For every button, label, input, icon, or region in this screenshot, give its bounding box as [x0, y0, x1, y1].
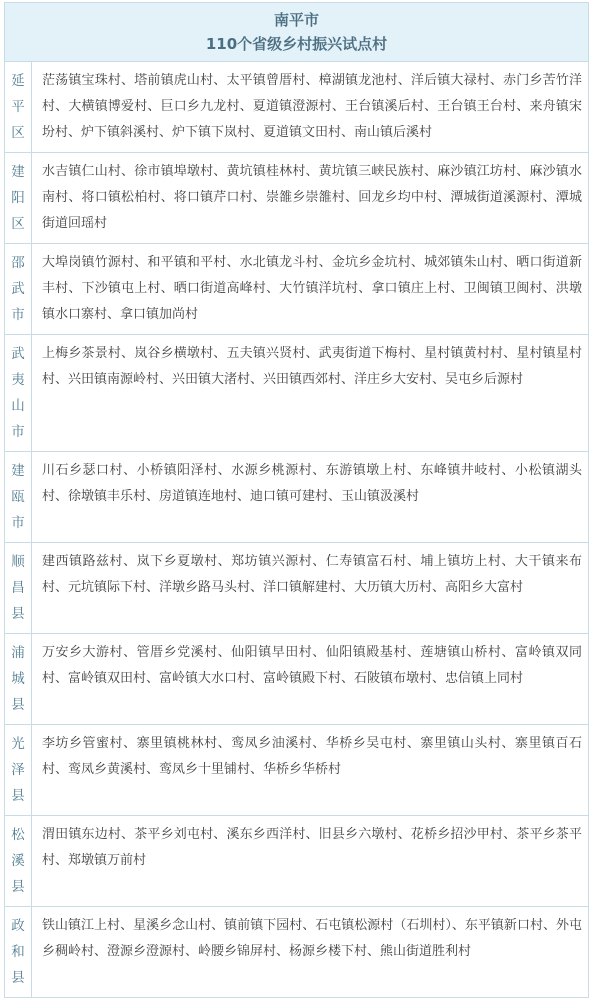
district-cell: 松溪县 [5, 816, 32, 907]
table-row [5, 725, 589, 816]
table-row [5, 452, 589, 543]
district-cell: 邵武市 [5, 244, 32, 335]
villages-cell: 建西镇路兹村、岚下乡夏墩村、郑坊镇兴源村、仁寿镇富石村、埔上镇坊上村、大干镇来布村、元坑镇际下村、洋墩乡路马头村、洋口镇解建村、大历镇大历村、高阳乡大富村 [32, 543, 589, 634]
villages-cell: 茫荡镇宝珠村、塔前镇虎山村、太平镇曾厝村、樟湖镇龙池村、洋后镇大禄村、赤门乡苦竹洋村、大横镇博爱村、巨口乡九龙村、夏道镇澄源村、王台镇溪后村、王台镇王台村、来舟镇宋坋村、炉下镇斜溪村、炉下镇下岚村、夏道镇文田村、南山镇后溪村 [32, 62, 589, 153]
district-cell: 浦城县 [5, 634, 32, 725]
villages-cell: 川石乡瑟口村、小桥镇阳泽村、水源乡桃源村、东游镇墩上村、东峰镇井岐村、小松镇湖头村、徐墩镇丰乐村、房道镇连地村、迪口镇可建村、玉山镇汲溪村 [32, 452, 589, 543]
villages-cell: 铁山镇江上村、星溪乡念山村、镇前镇下园村、石屯镇松源村（石圳村）、东平镇新口村、外屯乡稠岭村、澄源乡澄源村、岭腰乡锦屏村、杨源乡楼下村、熊山街道胜利村 [32, 907, 589, 998]
table-row [5, 907, 589, 998]
pilot-village-table [4, 2, 589, 998]
villages-cell: 上梅乡茶景村、岚谷乡横墩村、五夫镇兴贤村、武夷街道下梅村、星村镇黄村村、星村镇星村村、兴田镇南源岭村、兴田镇大渚村、兴田镇西郊村、洋庄乡大安村、吴屯乡后源村 [32, 335, 589, 452]
table-row [5, 153, 589, 244]
villages-cell: 大埠岗镇竹源村、和平镇和平村、水北镇龙斗村、金坑乡金坑村、城郊镇朱山村、晒口街道新丰村、下沙镇屯上村、晒口街道高峰村、大竹镇洋坑村、拿口镇庄上村、卫闽镇卫闽村、洪墩镇水口寨村、拿口镇加尚村 [32, 244, 589, 335]
district-cell: 建阳区 [5, 153, 32, 244]
table-row [5, 816, 589, 907]
district-cell: 延平区 [5, 62, 32, 153]
district-cell: 武夷山市 [5, 335, 32, 452]
district-cell: 顺昌县 [5, 543, 32, 634]
table-header-row [5, 3, 589, 62]
district-cell: 建瓯市 [5, 452, 32, 543]
district-cell: 光泽县 [5, 725, 32, 816]
table-row [5, 62, 589, 153]
villages-cell: 李坊乡管蜜村、寨里镇桃林村、鸾凤乡油溪村、华桥乡吴屯村、寨里镇山头村、寨里镇百石村、鸾凤乡黄溪村、鸾凤乡十里铺村、华桥乡华桥村 [32, 725, 589, 816]
villages-cell: 水吉镇仁山村、徐市镇埠墩村、黄坑镇桂林村、黄坑镇三峡民族村、麻沙镇江坊村、麻沙镇水南村、将口镇松柏村、将口镇芹口村、崇雒乡崇雒村、回龙乡均中村、潭城街道溪源村、潭城街道回瑶村 [32, 153, 589, 244]
table-header [5, 3, 589, 62]
district-cell: 政和县 [5, 907, 32, 998]
table-subtitle: 110个省级乡村振兴试点村 [205, 35, 388, 53]
table-row [5, 634, 589, 725]
villages-cell: 万安乡大游村、管厝乡党溪村、仙阳镇早田村、仙阳镇殿基村、莲塘镇山桥村、富岭镇双同村、富岭镇双田村、富岭镇大水口村、富岭镇殿下村、石陂镇布墩村、忠信镇上同村 [32, 634, 589, 725]
table-row [5, 543, 589, 634]
table-row [5, 244, 589, 335]
villages-cell: 渭田镇东边村、茶平乡刘屯村、溪东乡西洋村、旧县乡六墩村、花桥乡招沙甲村、茶平乡茶平村、郑墩镇万前村 [32, 816, 589, 907]
table-row [5, 335, 589, 452]
city-title: 南平市 [273, 11, 319, 29]
